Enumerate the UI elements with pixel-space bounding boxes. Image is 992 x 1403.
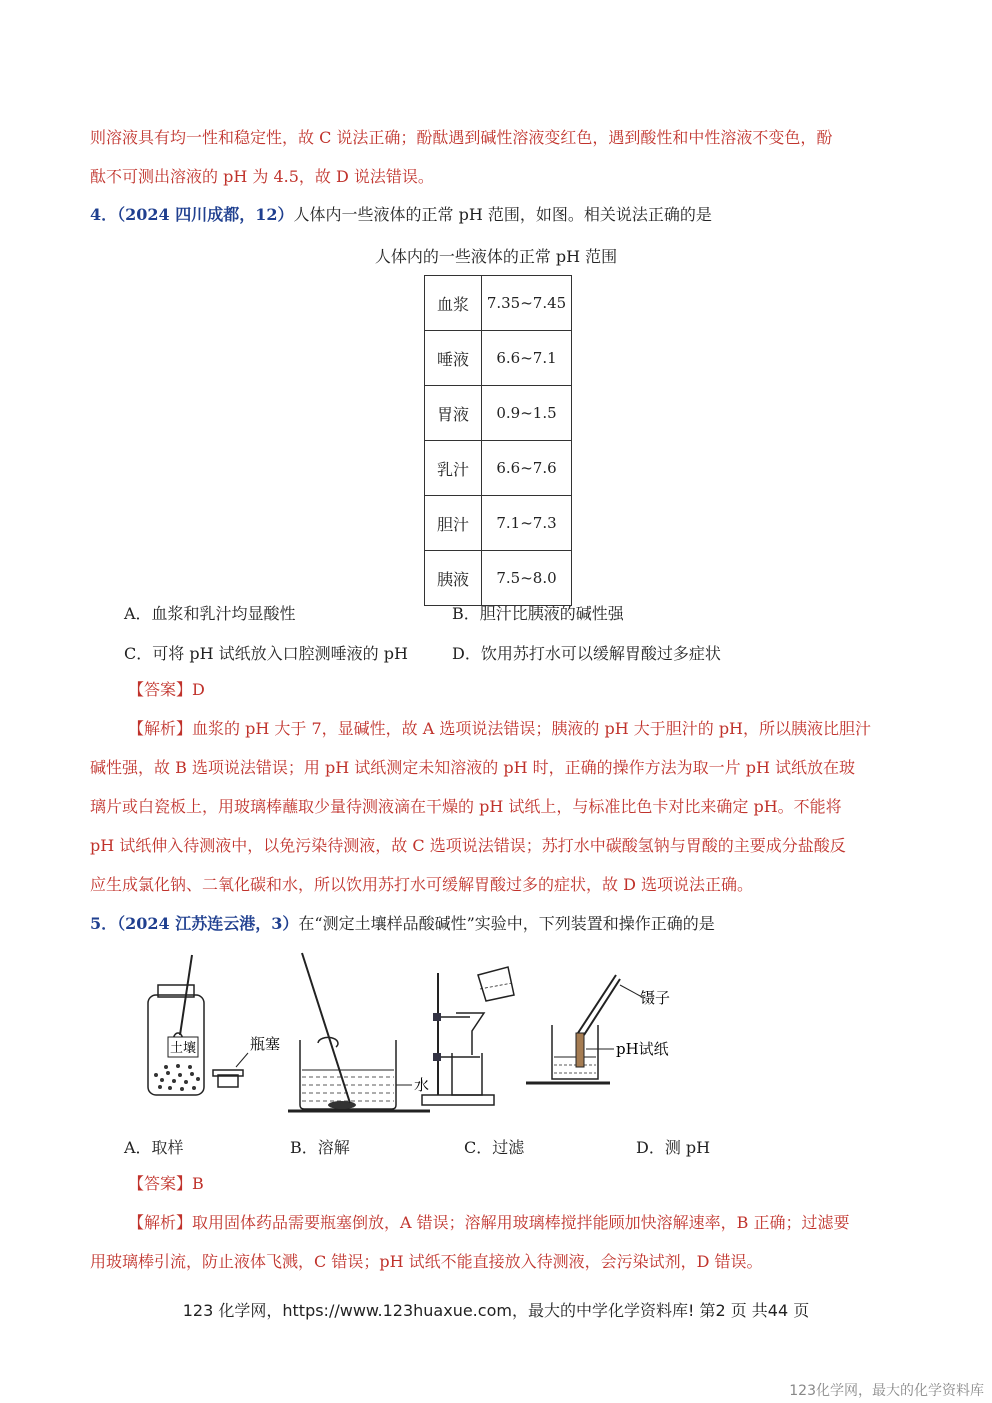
figure-d-ph-test [526, 975, 670, 1083]
soil-label: 土壤 [169, 1041, 197, 1056]
table-row [425, 331, 572, 386]
q4-option-b: B．胆汁比胰液的碱性强 [452, 604, 624, 623]
watermark: 123化学网，最大的化学资料库 [789, 1383, 984, 1399]
ph-range: 7.5~8.0 [482, 551, 572, 606]
ph-table [424, 275, 572, 606]
fluid-name: 胰液 [425, 551, 482, 606]
water-label: 水 [414, 1076, 430, 1094]
q5-source: （2024 江苏连云港，3） [117, 914, 299, 933]
table-row [425, 276, 572, 331]
ph-range: 6.6~7.6 [482, 441, 572, 496]
stopper-label: 瓶塞 [250, 1035, 281, 1053]
q5-analysis-line-2: 用玻璃棒引流，防止液体飞溅，C 错误；pH 试纸不能直接放入待测液，会污染试剂，D 错误。 [90, 1252, 763, 1271]
table-row [425, 441, 572, 496]
q4-analysis-line-2: 碱性强，故 B 选项说法错误；用 pH 试纸测定未知溶液的 pH 时，正确的操作方法为取一片 pH 试纸放在玻 [90, 758, 856, 777]
figure-b-dissolving [288, 953, 430, 1111]
q4-option-d: D．饮用苏打水可以缓解胃酸过多症状 [452, 644, 721, 663]
q4-table-title: 人体内的一些液体的正常 pH 范围 [374, 247, 618, 266]
q5-option-d: D．测 pH [636, 1138, 711, 1157]
q4-option-a: A．血浆和乳汁均显酸性 [124, 604, 296, 623]
fluid-name: 乳汁 [425, 441, 482, 496]
q5-answer: 【答案】B [128, 1174, 204, 1193]
q5-option-b: B．溶解 [290, 1138, 350, 1157]
experiment-figures [140, 945, 700, 1120]
ph-paper-label: pH试纸 [616, 1040, 669, 1058]
q5-option-a: A．取样 [124, 1138, 184, 1157]
figure-c-filtration [422, 967, 514, 1105]
tweezers-label: 镊子 [640, 989, 671, 1007]
ph-range: 0.9~1.5 [482, 386, 572, 441]
q4-analysis-line-1: 【解析】血浆的 pH 大于 7，显碱性，故 A 选项说法错误；胰液的 pH 大于胆汁的 pH，所以胰液比胆汁 [128, 719, 872, 738]
q4-stem-line [90, 205, 910, 225]
q4-analysis-line-5: 应生成氯化钠、二氧化碳和水，所以饮用苏打水可缓解胃酸过多的症状，故 D 选项说法正确。 [90, 875, 754, 894]
q4-answer: 【答案】D [128, 680, 205, 699]
prev-explanation-line-2: 酞不可测出溶液的 pH 为 4.5，故 D 说法错误。 [90, 167, 434, 186]
q4-number: 4． [90, 205, 118, 224]
table-row [425, 496, 572, 551]
prev-explanation-line-1: 则溶液具有均一性和稳定性，故 C 说法正确；酚酞遇到碱性溶液变红色，遇到酸性和中性溶液不变色，酚 [90, 128, 833, 147]
q5-stem-line [90, 914, 910, 934]
q4-source: （2024 四川成都，12） [117, 205, 294, 224]
q4-option-c: C．可将 pH 试纸放入口腔测唾液的 pH [124, 644, 408, 663]
ph-range: 7.35~7.45 [482, 276, 572, 331]
fluid-name: 胃液 [425, 386, 482, 441]
q4-analysis-line-4: pH 试纸伸入待测液中，以免污染待测液，故 C 选项说法错误；苏打水中碳酸氢钠与胃酸的主要成分盐酸反 [90, 836, 846, 855]
q5-number: 5． [90, 914, 118, 933]
ph-range: 7.1~7.3 [482, 496, 572, 551]
q4-analysis-line-3: 璃片或白瓷板上，用玻璃棒蘸取少量待测液滴在干燥的 pH 试纸上，与标准比色卡对比来确定 pH。不能将 [90, 797, 842, 816]
figure-a-sampling [148, 955, 280, 1095]
table-row [425, 386, 572, 441]
fluid-name: 胆汁 [425, 496, 482, 551]
fluid-name: 唾液 [425, 331, 482, 386]
ph-range: 6.6~7.1 [482, 331, 572, 386]
table-row [425, 551, 572, 606]
q5-analysis-line-1: 【解析】取用固体药品需要瓶塞倒放，A 错误；溶解用玻璃棒搅拌能顾加快溶解速率，B 正确；过滤要 [128, 1213, 850, 1232]
page-footer: 123 化学网，https://www.123huaxue.com，最大的中学化学资料库! 第2 页 共44 页 [182, 1301, 810, 1320]
fluid-name: 血浆 [425, 276, 482, 331]
q5-stem: 在“测定土壤样品酸碱性”实验中，下列装置和操作正确的是 [298, 914, 715, 933]
q5-option-c: C．过滤 [464, 1138, 525, 1157]
q4-stem: 人体内一些液体的正常 pH 范围，如图。相关说法正确的是 [293, 205, 712, 224]
